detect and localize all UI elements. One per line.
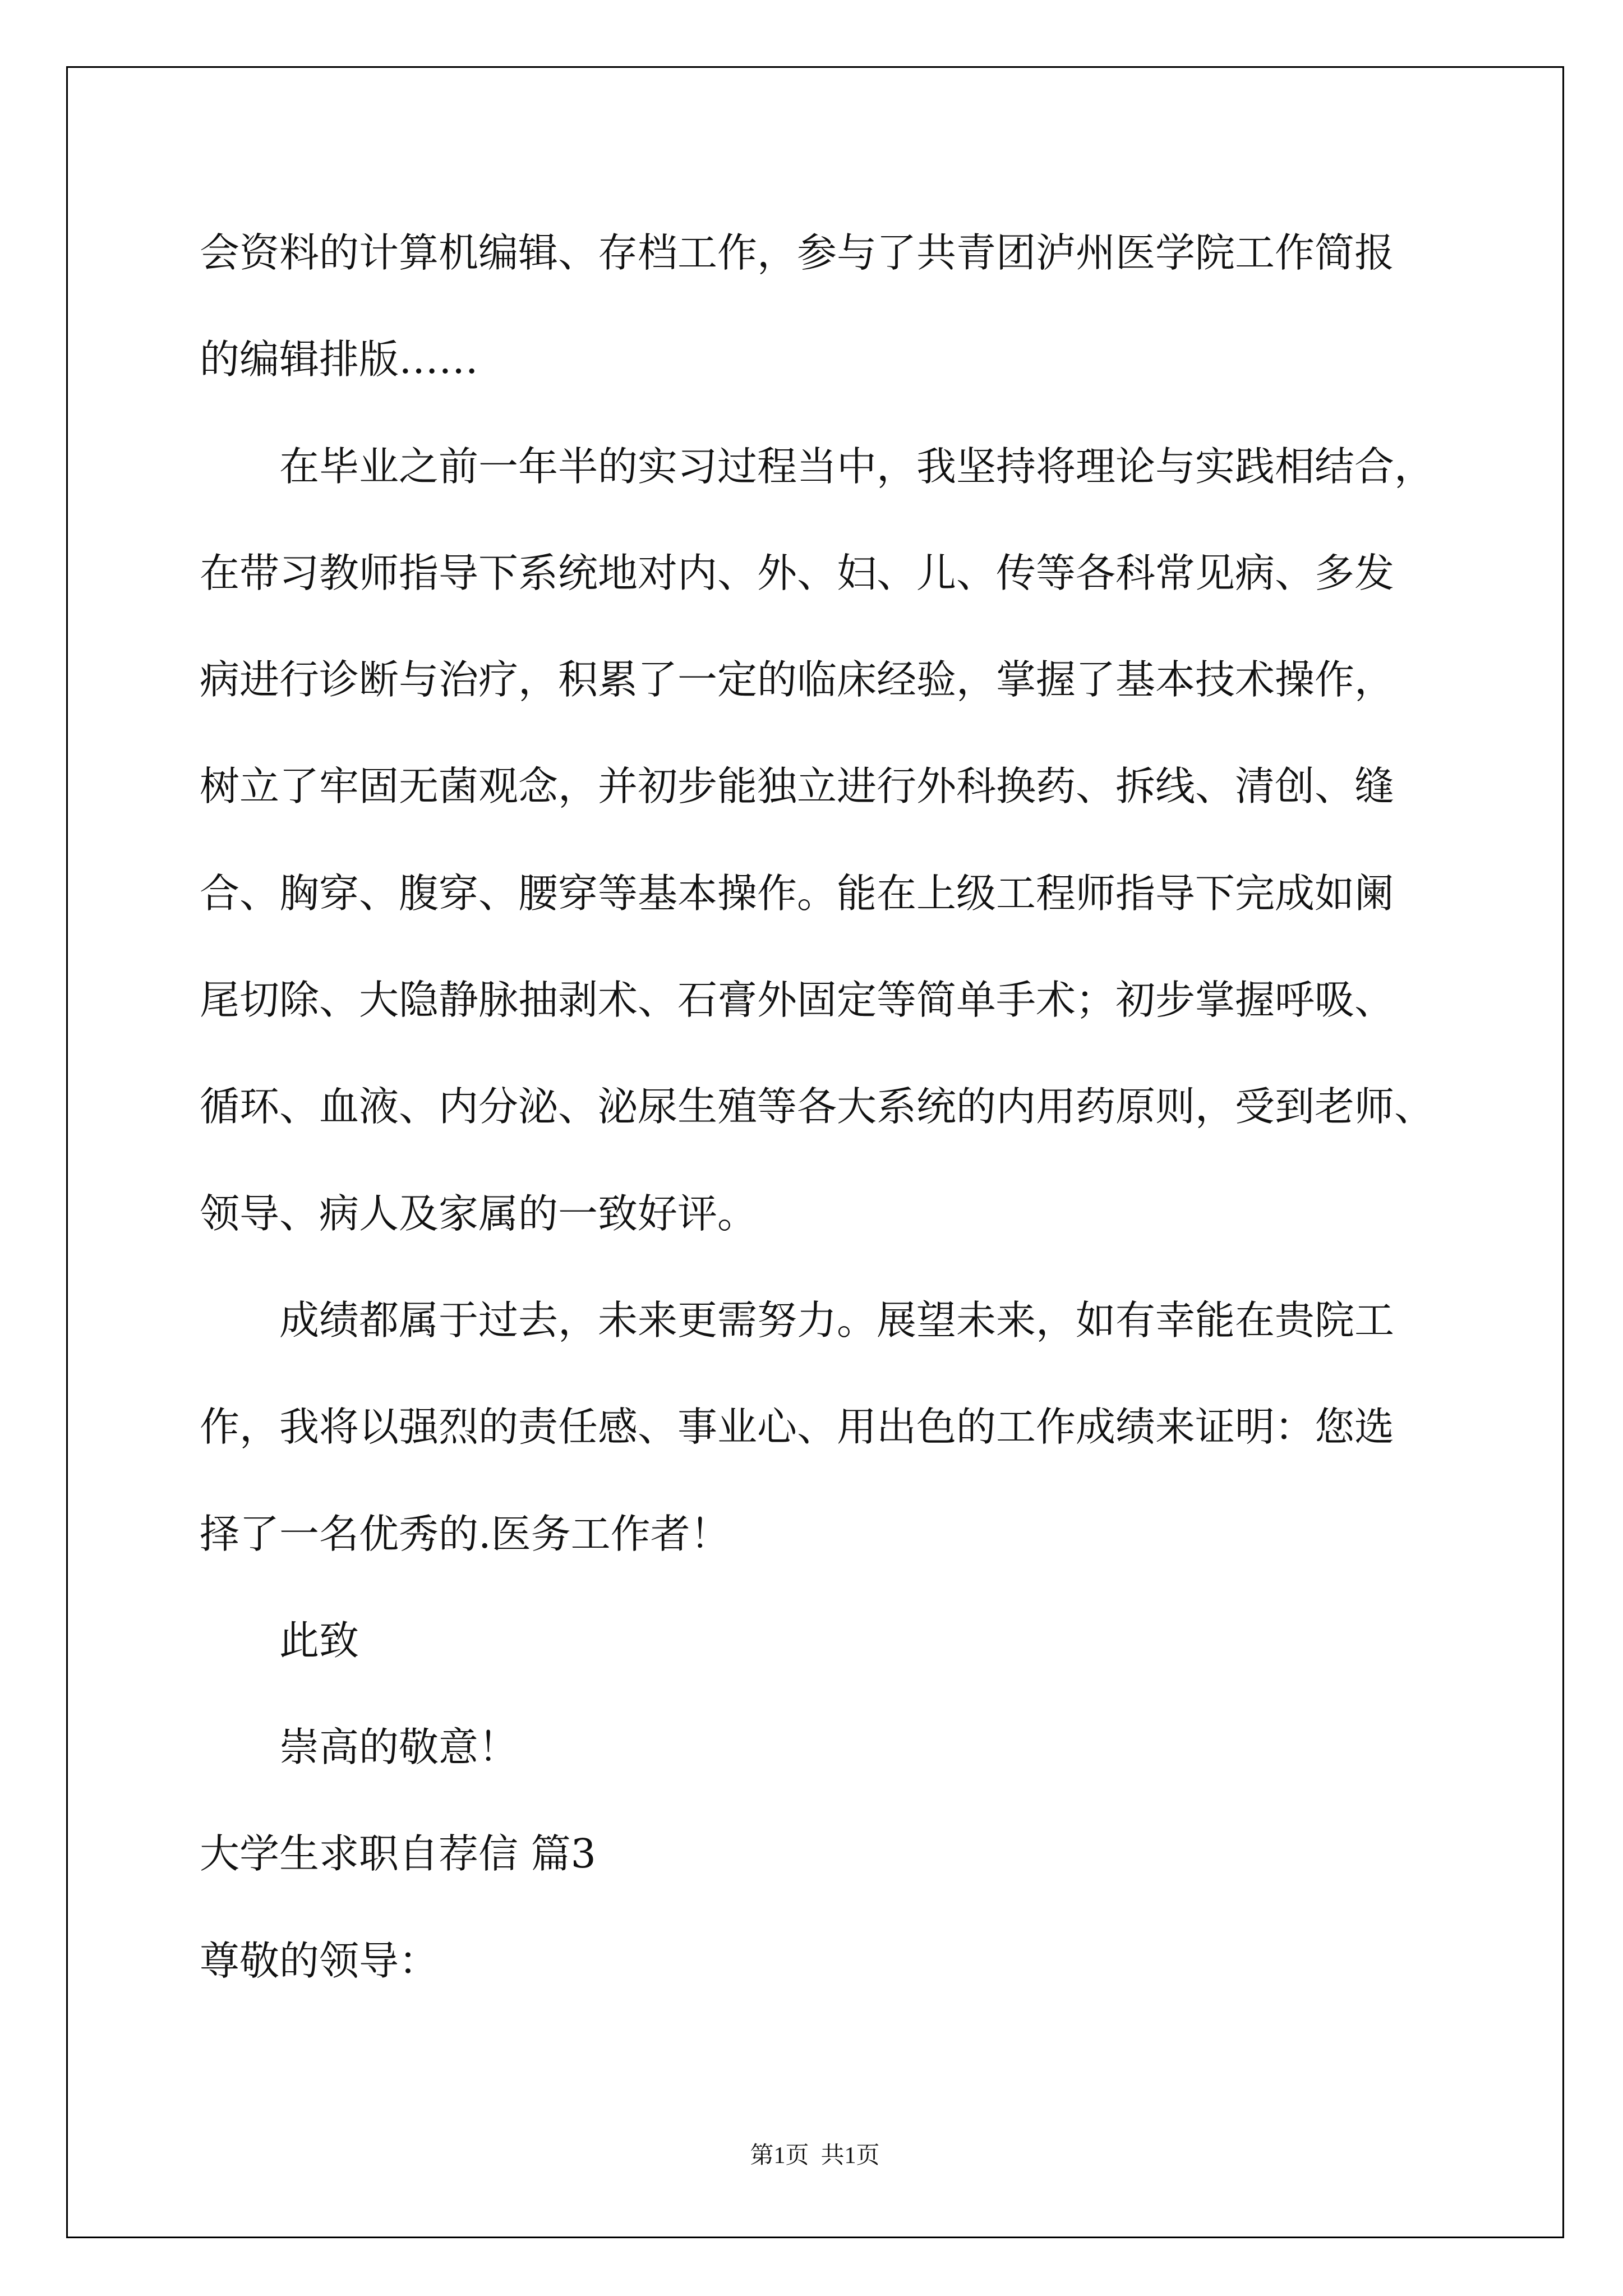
paragraph-continuation (200, 200, 1490, 413)
text-line: 大学生求职自荐信 篇3 (200, 1830, 596, 1878)
page-footer: 第1页 共1页 (750, 2143, 880, 2169)
paragraph-internship (200, 413, 1490, 1267)
text-line: 崇高的敬意！ (279, 1724, 519, 1771)
text-line: 尊敬的领导： (200, 1937, 439, 1984)
text-line: 领导、病人及家属的一致好评。 (200, 1190, 758, 1237)
text-line: 尾切除、大隐静脉抽剥术、石膏外固定等简单手术；初步掌握呼吸、 (200, 977, 1395, 1024)
document-body (200, 200, 1490, 2014)
text-line: 此致 (279, 1617, 359, 1664)
text-line: 成绩都属于过去，未来更需努力。展望未来，如有幸能在贵院工 (279, 1296, 1395, 1343)
paragraph-future (200, 1267, 1490, 1588)
greeting (200, 1908, 1490, 2014)
text-line: 在毕业之前一年半的实习过程当中，我坚持将理论与实践相结合， (279, 443, 1435, 490)
text-line: 树立了牢固无菌观念，并初步能独立进行外科换药、拆线、清创、缝 (200, 763, 1395, 810)
text-line: 在带习教师指导下系统地对内、外、妇、儿、传等各科常见病、多发 (200, 549, 1395, 596)
closing-regards (200, 1694, 1490, 1801)
text-line: 会资料的计算机编辑、存档工作，参与了共青团泸州医学院工作简报 (200, 229, 1395, 276)
text-line: 病进行诊断与治疗，积累了一定的临床经验，掌握了基本技术操作， (200, 656, 1395, 703)
text-line: 择了一名优秀的.医务工作者！ (200, 1510, 730, 1557)
section-heading (200, 1801, 1490, 1907)
text-line: 作，我将以强烈的责任感、事业心、用出色的工作成绩来证明：您选 (200, 1404, 1395, 1451)
text-line: 循环、血液、内分泌、泌尿生殖等各大系统的内用药原则，受到老师、 (200, 1083, 1435, 1130)
text-line: 的编辑排版…… (200, 336, 479, 383)
text-line: 合、胸穿、腹穿、腰穿等基本操作。能在上级工程师指导下完成如阑 (200, 869, 1395, 917)
closing-salutation (200, 1588, 1490, 1694)
